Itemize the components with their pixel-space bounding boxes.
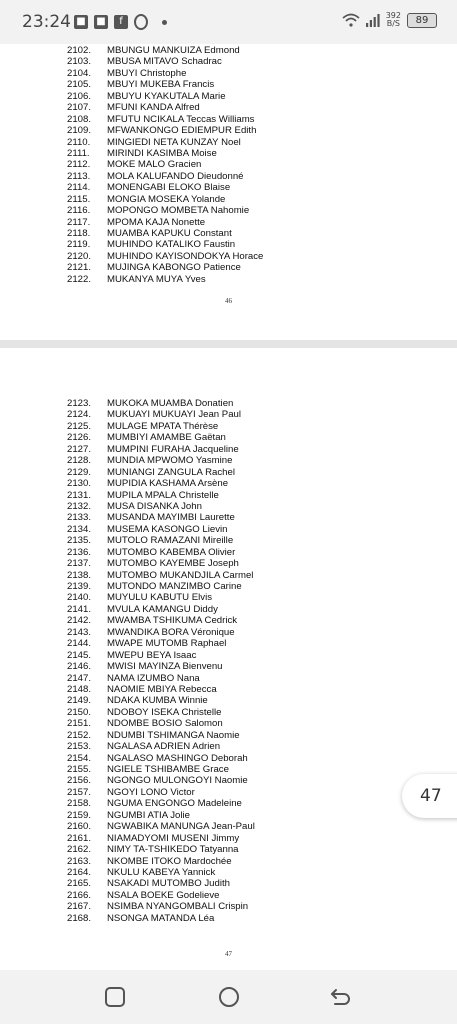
entry-name: MPOMA KAJA Nonette bbox=[107, 216, 206, 228]
entry-name: MUSANDA MAYIMBI Laurette bbox=[107, 512, 235, 524]
entry-number: 2141. bbox=[67, 603, 92, 615]
entry-name: MUSA DISANKA John bbox=[107, 500, 202, 512]
entry-name: MVULA KAMANGU Diddy bbox=[107, 603, 218, 615]
entry-name: NDUMBI TSHIMANGA Naomie bbox=[107, 729, 240, 741]
list-item bbox=[67, 455, 255, 466]
list-item bbox=[67, 673, 255, 684]
list-item bbox=[67, 604, 255, 615]
entry-number: 2144. bbox=[67, 638, 92, 650]
entry-number: 2118. bbox=[67, 228, 91, 239]
list-item bbox=[67, 45, 263, 56]
entry-number: 2134. bbox=[67, 523, 92, 535]
list-item bbox=[67, 570, 255, 581]
entry-number: 2139. bbox=[67, 581, 92, 592]
entry-name: MBUYI MUKEBA Francis bbox=[107, 79, 215, 91]
entry-name: MOLA KALUFANDO Dieudonné bbox=[107, 170, 244, 182]
list-item bbox=[67, 764, 255, 775]
entry-number: 2155. bbox=[67, 764, 92, 775]
entry-name: MIRINDI KASIMBA Moise bbox=[107, 147, 217, 159]
entry-name: MONGIA MOSEKA Yolande bbox=[107, 193, 226, 205]
entry-number: 2111. bbox=[67, 147, 90, 159]
list-item bbox=[67, 684, 255, 695]
entry-name: MUTOMBO MUKANDJILA Carmel bbox=[107, 569, 254, 581]
entry-number: 2157. bbox=[67, 786, 92, 798]
entry-name: NGONGO MULONGOYI Naomie bbox=[107, 775, 248, 787]
entry-name: MOKE MALO Gracien bbox=[107, 159, 202, 171]
entry-number: 2116. bbox=[67, 205, 91, 217]
more-notifications-icon bbox=[162, 20, 167, 25]
entry-number: 2142. bbox=[67, 615, 92, 627]
list-item bbox=[67, 228, 263, 239]
list-item bbox=[67, 707, 255, 718]
entry-number: 2150. bbox=[67, 706, 92, 718]
entry-number: 2137. bbox=[67, 558, 92, 570]
page-number: 46 bbox=[225, 297, 232, 305]
entry-number: 2108. bbox=[67, 113, 92, 125]
entry-number: 2102. bbox=[67, 45, 92, 56]
list-item bbox=[67, 251, 263, 262]
entry-name: MUHINDO KATALIKO Faustin bbox=[107, 239, 236, 251]
list-item bbox=[67, 856, 255, 867]
list-item bbox=[67, 182, 263, 193]
entry-number: 2104. bbox=[67, 67, 92, 79]
entry-number: 2159. bbox=[67, 809, 92, 821]
list-item bbox=[67, 821, 255, 832]
entry-name: MUPILA MPALA Christelle bbox=[107, 489, 219, 501]
entry-number: 2109. bbox=[67, 125, 92, 137]
list-item bbox=[67, 79, 263, 90]
entry-name: MUMBIYI AMAMBE Gaëtan bbox=[107, 432, 226, 444]
list-item bbox=[67, 91, 263, 102]
list-item bbox=[67, 467, 255, 478]
entry-name: MUTONDO MANZIMBO Carine bbox=[107, 581, 242, 592]
entry-number: 2160. bbox=[67, 821, 92, 833]
entry-number: 2122. bbox=[67, 273, 92, 285]
list-item bbox=[67, 913, 255, 924]
entry-number: 2106. bbox=[67, 90, 92, 102]
network-speed-value: 392 bbox=[385, 11, 401, 20]
list-item bbox=[67, 478, 255, 489]
entry-number: 2136. bbox=[67, 546, 92, 558]
entry-name: MFUTU NCIKALA Teccas Williams bbox=[107, 113, 255, 125]
navigation-bar bbox=[0, 970, 457, 1024]
notification-icons bbox=[74, 14, 167, 30]
list-item bbox=[67, 239, 263, 250]
list-item bbox=[67, 798, 255, 809]
entry-name: NDOMBE BOSIO Salomon bbox=[107, 718, 223, 730]
list-item bbox=[67, 512, 255, 523]
list-item bbox=[67, 137, 263, 148]
list-item bbox=[67, 102, 263, 113]
entry-name: MBUYI Christophe bbox=[107, 67, 187, 79]
page-number: 47 bbox=[225, 950, 232, 958]
entry-number: 2131. bbox=[67, 489, 92, 501]
entry-name: NKOMBE ITOKO Mardochée bbox=[107, 855, 232, 867]
entry-number: 2151. bbox=[67, 718, 92, 730]
entry-name: NKULU KABEYA Yannick bbox=[107, 866, 216, 878]
list-item bbox=[67, 833, 255, 844]
list-item bbox=[67, 409, 255, 420]
entry-number: 2133. bbox=[67, 512, 92, 524]
list-item bbox=[67, 890, 255, 901]
entry-number: 2126. bbox=[67, 432, 92, 444]
entry-number: 2135. bbox=[67, 535, 92, 547]
list-item bbox=[67, 638, 255, 649]
wifi-icon bbox=[342, 13, 360, 27]
page-separator bbox=[0, 340, 457, 348]
list-item bbox=[67, 695, 255, 706]
entry-number: 2127. bbox=[67, 443, 92, 455]
back-icon bbox=[329, 986, 353, 1008]
list-item bbox=[67, 524, 255, 535]
entry-name: MUPIDIA KASHAMA Arsène bbox=[107, 478, 229, 490]
entry-name: MUHINDO KAYISONDOKYA Horace bbox=[107, 250, 264, 262]
list-item bbox=[67, 787, 255, 798]
recent-apps-icon bbox=[104, 986, 126, 1008]
status-bar bbox=[0, 0, 457, 44]
entry-number: 2113. bbox=[67, 170, 91, 182]
page-indicator[interactable]: 47 bbox=[402, 774, 457, 818]
entry-number: 2153. bbox=[67, 741, 92, 753]
entry-name: MUSEMA KASONGO Lievin bbox=[107, 523, 228, 535]
list-item bbox=[67, 592, 255, 603]
list-item bbox=[67, 718, 255, 729]
entry-name: MBUYU KYAKUTALA Marie bbox=[107, 90, 226, 102]
list-item bbox=[67, 125, 263, 136]
entry-name: MUJINGA KABONGO Patience bbox=[107, 262, 241, 274]
entry-number: 2119. bbox=[67, 239, 91, 251]
list-item bbox=[67, 148, 263, 159]
entry-name: MUTOLO RAMAZANI Mireille bbox=[107, 535, 234, 547]
entry-name: NSALA BOEKE Godelieve bbox=[107, 889, 220, 901]
entry-number: 2121. bbox=[67, 262, 92, 274]
entry-number: 2115. bbox=[67, 193, 91, 205]
entry-number: 2147. bbox=[67, 672, 92, 684]
list-item bbox=[67, 171, 263, 182]
list-item bbox=[67, 217, 263, 228]
list-item bbox=[67, 581, 255, 592]
entry-number: 2125. bbox=[67, 420, 92, 432]
entry-name: MUYULU KABUTU Elvis bbox=[107, 592, 213, 604]
entry-name: MUMPINI FURAHA Jacqueline bbox=[107, 443, 239, 455]
entry-name: MUTOMBO KAYEMBE Joseph bbox=[107, 558, 239, 570]
entry-number: 2124. bbox=[67, 409, 92, 421]
entry-name: MUKOKA MUAMBA Donatien bbox=[107, 398, 234, 409]
entry-number: 2146. bbox=[67, 661, 92, 673]
status-right bbox=[342, 12, 437, 28]
list-item bbox=[67, 205, 263, 216]
network-speed bbox=[386, 12, 401, 28]
list-item bbox=[67, 615, 255, 626]
entry-name: NIAMADYOMI MUSENI Jimmy bbox=[107, 832, 240, 844]
entry-number: 2162. bbox=[67, 844, 92, 856]
status-time: 23:24 bbox=[22, 12, 71, 32]
entry-number: 2168. bbox=[67, 912, 92, 924]
entry-number: 2105. bbox=[67, 79, 92, 91]
signal-icon bbox=[366, 14, 380, 27]
entry-name: NDOBOY ISEKA Christelle bbox=[107, 706, 222, 718]
entry-name: MBUSA MITAVO Schadrac bbox=[107, 56, 222, 68]
list-item bbox=[67, 444, 255, 455]
entry-name: MUKANYA MUYA Yves bbox=[107, 273, 206, 285]
entry-number: 2117. bbox=[67, 216, 91, 228]
message-icon: ■ bbox=[94, 15, 108, 29]
list-item bbox=[67, 775, 255, 786]
list-item bbox=[67, 68, 263, 79]
entry-name: NSAKADI MUTOMBO Judith bbox=[107, 878, 230, 890]
list-item bbox=[67, 56, 263, 67]
list-item bbox=[67, 650, 255, 661]
entry-name: NGUMA ENGONGO Madeleine bbox=[107, 798, 242, 810]
entry-name: NGOYI LONO Victor bbox=[107, 786, 195, 798]
entry-name: MWAPE MUTOMB Raphael bbox=[107, 638, 227, 650]
list-item bbox=[67, 194, 263, 205]
list-item bbox=[67, 627, 255, 638]
facebook-icon: f bbox=[114, 15, 128, 29]
entry-number: 2123. bbox=[67, 398, 92, 409]
list-item bbox=[67, 398, 255, 409]
list-item bbox=[67, 901, 255, 912]
entry-name: MWEPU BEYA Isaac bbox=[107, 649, 197, 661]
entry-name: MFUNI KANDA Alfred bbox=[107, 102, 200, 114]
entry-number: 2128. bbox=[67, 455, 92, 467]
entry-name: MWANDIKA BORA Véronique bbox=[107, 626, 235, 638]
entry-name: MWAMBA TSHIKUMA Cedrick bbox=[107, 615, 238, 627]
entry-name: MONENGABI ELOKO Blaise bbox=[107, 182, 231, 194]
entry-number: 2143. bbox=[67, 626, 92, 638]
entry-name: NIMY TA-TSHIKEDO Tatyanna bbox=[107, 844, 239, 856]
entry-number: 2166. bbox=[67, 889, 92, 901]
entry-number: 2165. bbox=[67, 878, 92, 890]
entry-number: 2103. bbox=[67, 56, 92, 68]
entry-number: 2154. bbox=[67, 752, 92, 764]
entry-name: MWISI MAYINZA Bienvenu bbox=[107, 661, 223, 673]
home-button[interactable] bbox=[214, 982, 244, 1012]
list-item bbox=[67, 878, 255, 889]
message-icon: ■ bbox=[74, 15, 88, 29]
entry-number: 2138. bbox=[67, 569, 92, 581]
entry-number: 2120. bbox=[67, 250, 92, 262]
entry-name: MUKUAYI MUKUAYI Jean Paul bbox=[107, 409, 241, 421]
list-item bbox=[67, 535, 255, 546]
entry-name: NDAKA KUMBA Winnie bbox=[107, 695, 208, 707]
list-item bbox=[67, 867, 255, 878]
entry-number: 2114. bbox=[67, 182, 91, 194]
entry-name: MOPONGO MOMBETA Nahomie bbox=[107, 205, 250, 217]
entry-name: NGALASO MASHINGO Deborah bbox=[107, 752, 248, 764]
list-item bbox=[67, 558, 255, 569]
list-item bbox=[67, 274, 263, 285]
home-icon bbox=[218, 986, 240, 1008]
list-item bbox=[67, 501, 255, 512]
list-item bbox=[67, 547, 255, 558]
entry-number: 2107. bbox=[67, 102, 92, 114]
opera-icon bbox=[134, 14, 148, 30]
entry-number: 2148. bbox=[67, 683, 92, 695]
entry-name: NSIMBA NYANGOMBALI Crispin bbox=[107, 901, 249, 913]
entry-number: 2163. bbox=[67, 855, 92, 867]
entry-number: 2129. bbox=[67, 466, 92, 478]
entry-name: NGWABIKA MANUNGA Jean-Paul bbox=[107, 821, 255, 833]
entry-number: 2152. bbox=[67, 729, 92, 741]
entry-name: MUNIANGI ZANGULA Rachel bbox=[107, 466, 235, 478]
entry-name: MUAMBA KAPUKU Constant bbox=[107, 228, 232, 239]
entry-name: NAMA IZUMBO Nana bbox=[107, 672, 200, 684]
entry-number: 2112. bbox=[67, 159, 91, 171]
entry-name: NGUMBI ATIA Jolie bbox=[107, 809, 190, 821]
entry-name: MULAGE MPATA Thérèse bbox=[107, 420, 219, 432]
entry-name: NGALASA ADRIEN Adrien bbox=[107, 741, 221, 753]
entry-name: MFWANKONGO EDIEMPUR Edith bbox=[107, 125, 257, 137]
entry-name: NSONGA MATANDA Léa bbox=[107, 912, 215, 924]
document-page-47 bbox=[0, 348, 457, 970]
name-list bbox=[67, 45, 263, 285]
list-item bbox=[67, 432, 255, 443]
entry-number: 2130. bbox=[67, 478, 92, 490]
entry-number: 2140. bbox=[67, 592, 92, 604]
battery-icon: 89 bbox=[407, 13, 437, 28]
list-item bbox=[67, 661, 255, 672]
network-speed-unit: B/S bbox=[386, 19, 400, 28]
list-item bbox=[67, 114, 263, 125]
entry-number: 2161. bbox=[67, 832, 92, 844]
list-item bbox=[67, 730, 255, 741]
entry-number: 2164. bbox=[67, 866, 92, 878]
entry-number: 2149. bbox=[67, 695, 92, 707]
list-item bbox=[67, 844, 255, 855]
list-item bbox=[67, 490, 255, 501]
entry-number: 2145. bbox=[67, 649, 92, 661]
list-item bbox=[67, 421, 255, 432]
name-list bbox=[67, 398, 255, 924]
list-item bbox=[67, 810, 255, 821]
entry-number: 2167. bbox=[67, 901, 92, 913]
entry-number: 2156. bbox=[67, 775, 92, 787]
list-item bbox=[67, 159, 263, 170]
list-item bbox=[67, 741, 255, 752]
entry-name: MUNDIA MPWOMO Yasmine bbox=[107, 455, 233, 467]
entry-name: MBUNGU MANKUIZA Edmond bbox=[107, 45, 240, 56]
entry-name: MUTOMBO KABEMBA Olivier bbox=[107, 546, 236, 558]
recent-apps-button[interactable] bbox=[100, 982, 130, 1012]
entry-number: 2132. bbox=[67, 500, 92, 512]
entry-name: NAOMIE MBIYA Rebecca bbox=[107, 683, 217, 695]
list-item bbox=[67, 262, 263, 273]
list-item bbox=[67, 753, 255, 764]
back-button[interactable] bbox=[326, 982, 356, 1012]
document-page-46 bbox=[0, 44, 457, 340]
entry-name: NGIELE TSHIBAMBE Grace bbox=[107, 764, 229, 775]
entry-number: 2110. bbox=[67, 136, 91, 148]
entry-number: 2158. bbox=[67, 798, 92, 810]
entry-name: MINGIEDI NETA KUNZAY Noel bbox=[107, 136, 241, 148]
